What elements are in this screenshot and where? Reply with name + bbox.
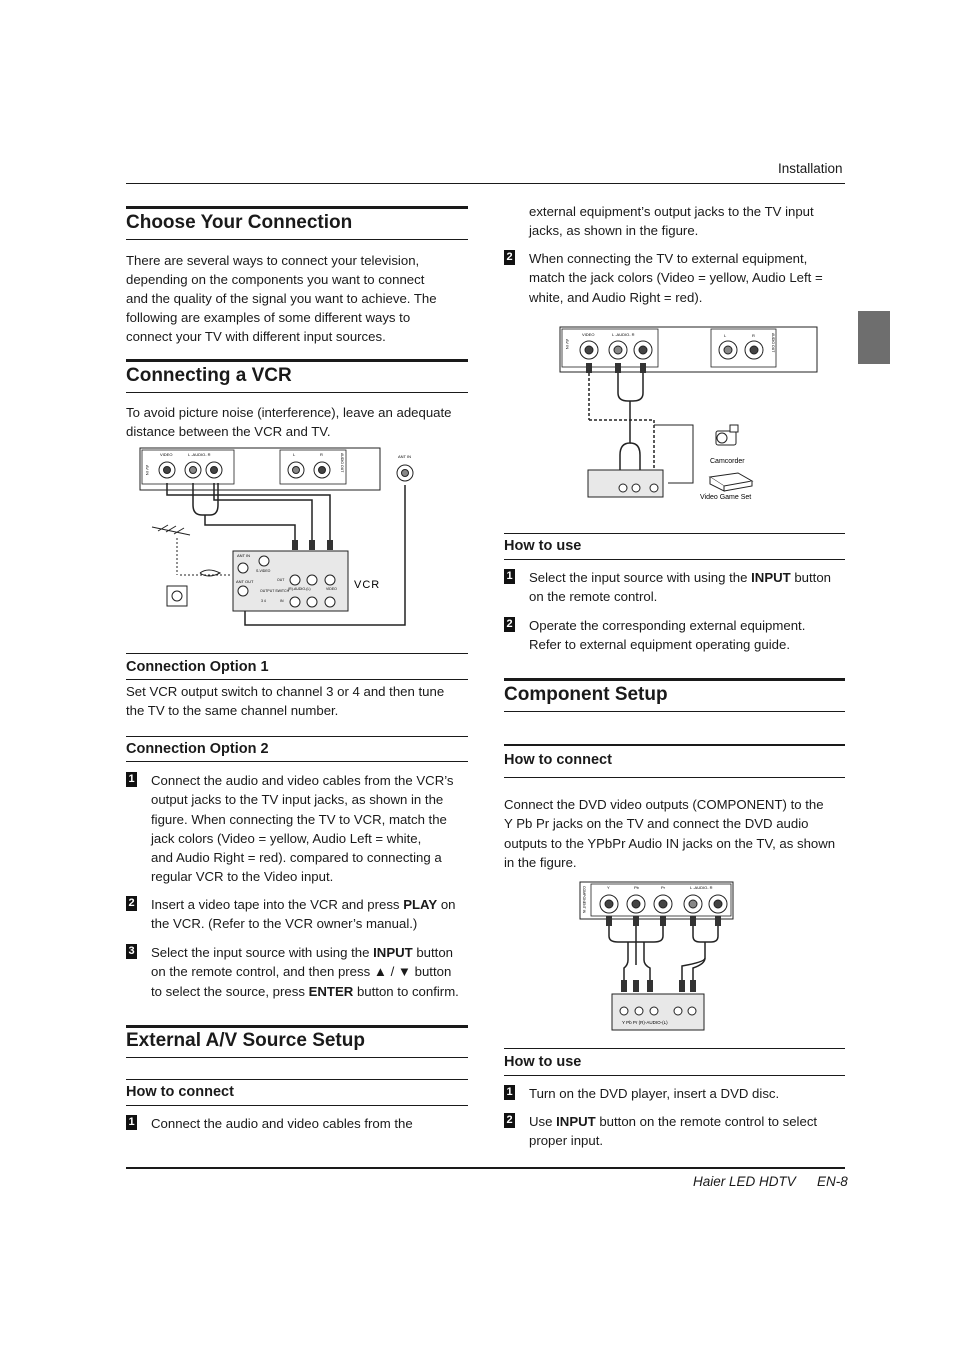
external-use-step-1: 1 Select the input source with using the INPUT button on the remote control. xyxy=(504,568,849,608)
component-connect-title: How to connect xyxy=(504,752,612,768)
rule xyxy=(126,679,468,680)
option2-step-3: 3 Select the input source with using the INPUT button on the remote control, and then press ▲ / ▼ button to select the source, press ENTER button to confirm. xyxy=(126,943,471,1003)
vcr-connection-diagram xyxy=(130,445,430,630)
rule xyxy=(126,1079,468,1080)
rule xyxy=(504,1075,845,1076)
tv-r-label: R xyxy=(320,452,323,457)
rule xyxy=(126,736,468,737)
l-label: L xyxy=(724,333,727,338)
tv-video-label: VIDEO xyxy=(160,452,173,457)
component-body: Connect the DVD video outputs (COMPONENT) to the Y Pb Pr jacks on the TV and connect the DVD audio outputs to the YPbPr Audio IN jacks on the TV, as shown in the figure. xyxy=(504,797,836,871)
audio-label: L -AUDIO- R xyxy=(612,332,635,337)
step-number: 1 xyxy=(126,1115,137,1130)
step-number: 2 xyxy=(504,250,515,265)
option1-title: Connection Option 1 xyxy=(126,659,269,675)
vcr-device-label: VCR xyxy=(354,579,381,591)
rule xyxy=(126,392,468,393)
video-label: VIDEO xyxy=(582,332,595,337)
option1-body: Set VCR output switch to channel 3 or 4 and then tune the TV to the same channel number. xyxy=(126,684,445,718)
rule xyxy=(504,533,845,534)
external-step-1-cont: external equipment’s output jacks to the TV input jacks, as shown in the figure. xyxy=(529,204,814,238)
footer-rule xyxy=(126,1167,845,1169)
component-use-step-1: 1 Turn on the DVD player, insert a DVD disc. xyxy=(504,1084,849,1106)
choose-title: Choose Your Connection xyxy=(126,212,353,233)
tv-ant-in-label: ANT IN xyxy=(398,454,412,459)
rule xyxy=(126,653,468,654)
rule xyxy=(504,744,845,746)
rule xyxy=(504,777,845,778)
external-av-diagram xyxy=(558,325,820,505)
rule xyxy=(504,559,845,560)
rule xyxy=(504,1048,845,1049)
external-step-2: 2 When connecting the TV to external equipment, match the jack colors (Video = yellow, Audio Left = white, and Audio Right = red). xyxy=(504,249,849,309)
step-number: 3 xyxy=(126,944,137,959)
option2-step-2: 2 Insert a video tape into the VCR and press PLAY on the VCR. (Refer to the VCR owner’s manual.) xyxy=(126,895,471,935)
pb-label: Pb xyxy=(634,885,639,890)
step-number: 2 xyxy=(504,1113,515,1128)
step-number: 1 xyxy=(126,772,137,787)
option2-step-1: 1 Connect the audio and video cables from the VCR’s output jacks to the TV input jacks, as shown in the figure. When connecting the TV to VCR, match the jack colors (Video = yellow, Audio Left = white, and Audio Right = red). compared to connecting a regular VCR to the Video input. xyxy=(126,771,471,889)
vcr-video-label: VIDEO xyxy=(326,587,337,591)
rule xyxy=(126,206,468,209)
external-use-step-2: 2 Operate the corresponding external equipment. Refer to external equipment operating guide. xyxy=(504,616,849,656)
vcr-audio-label: (R)-AUDIO-(L) xyxy=(288,587,311,591)
footer-page-number: EN-8 xyxy=(817,1174,848,1189)
y-label: Y xyxy=(607,885,610,890)
vcr-out-label: OUT xyxy=(277,578,285,582)
av-in-label: AV IN xyxy=(565,339,570,350)
running-header: Installation xyxy=(778,161,843,176)
external-use-title: How to use xyxy=(504,538,582,554)
vcr-body: To avoid picture noise (interference), leave an adequate distance between the VCR and TV. xyxy=(126,405,452,439)
external-title: External A/V Source Setup xyxy=(126,1030,365,1051)
rule xyxy=(126,1057,468,1058)
r-label: R xyxy=(752,333,755,338)
pr-label: Pr xyxy=(661,885,665,890)
tv-audio-label: L -AUDIO- R xyxy=(188,452,211,457)
game-label: Video Game Set xyxy=(700,494,752,501)
header-rule xyxy=(126,183,845,184)
component-audio-label: L -AUDIO- R xyxy=(690,885,713,890)
external-step-1: 1 Connect the audio and video cables from the xyxy=(126,1114,471,1136)
component-title: Component Setup xyxy=(504,684,668,705)
step-number: 2 xyxy=(504,617,515,632)
rule xyxy=(504,711,845,712)
chapter-tab xyxy=(858,311,890,364)
rule xyxy=(504,678,845,681)
rule xyxy=(126,359,468,362)
vcr-output-switch-label: OUTPUT SWITCH xyxy=(260,589,290,593)
vcr-svideo-label: S-VIDEO xyxy=(256,569,271,573)
rule xyxy=(126,239,468,240)
vcr-channel-label: 3 4 xyxy=(261,599,266,603)
step-number: 1 xyxy=(504,1085,515,1100)
tv-audio-out-label: AUDIO OUT xyxy=(340,453,344,473)
rule xyxy=(126,1105,468,1106)
audio-out-label: AUDIO OUT xyxy=(771,333,775,353)
component-use-title: How to use xyxy=(504,1054,582,1070)
dvd-jack-labels: Y Pb Pr (R)-AUDIO-(L) xyxy=(622,1020,668,1025)
option2-title: Connection Option 2 xyxy=(126,741,269,757)
component-in-label: COMPONENT IN xyxy=(582,886,586,914)
component-diagram xyxy=(578,880,738,1032)
component-use-step-2: 2 Use INPUT button on the remote control to select proper input. xyxy=(504,1112,849,1152)
vcr-ant-in-label: ANT IN xyxy=(237,553,251,558)
vcr-ant-out-label: ANT OUT xyxy=(236,579,254,584)
step-number: 1 xyxy=(504,569,515,584)
tv-av-in-label: AV IN xyxy=(145,465,150,476)
rule xyxy=(126,761,468,762)
camcorder-label: Camcorder xyxy=(710,458,745,465)
rule xyxy=(126,1025,468,1028)
tv-l-label: L xyxy=(293,452,296,457)
choose-body: There are several ways to connect your television, depending on the components you want to connect and the quality of the signal you want to achieve. The following are examples of some different ways to connect your TV with different input sources. xyxy=(126,253,437,344)
vcr-title: Connecting a VCR xyxy=(126,365,292,386)
vcr-in-label: IN xyxy=(280,599,284,603)
step-number: 2 xyxy=(126,896,137,911)
external-connect-title: How to connect xyxy=(126,1084,234,1100)
footer-product: Haier LED HDTV xyxy=(693,1174,796,1189)
